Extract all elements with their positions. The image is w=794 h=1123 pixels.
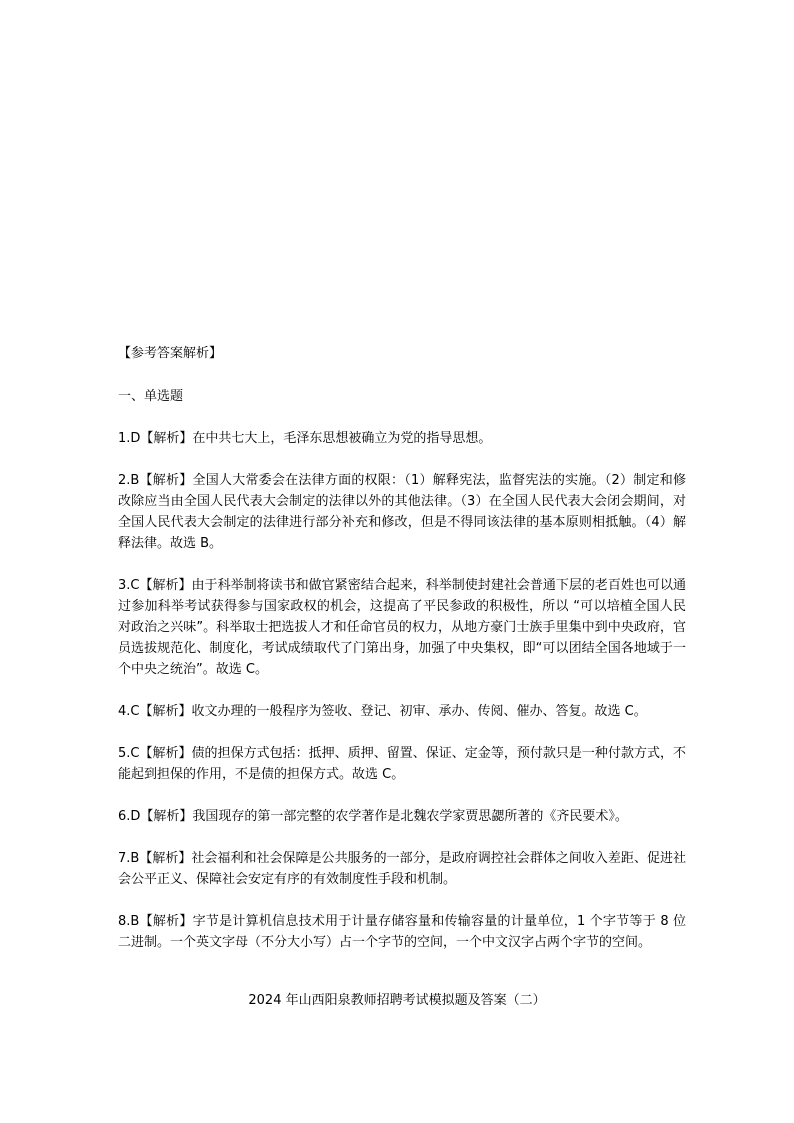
answer-item-4: 4.C【解析】收文办理的一般程序为签收、登记、初审、承办、传阅、催办、答复。故选 C。 <box>118 704 647 719</box>
answer-key-heading: 【参考答案解析】 <box>118 346 223 361</box>
answer-item-2: 2.B【解析】全国人大常委会在法律方面的权限：（1）解释宪法，监督宪法的实施。（2）制定和修改除应当由全国人民代表大会制定的法律以外的其他法律。（3）在全国人民代表大会闭会期间，对全国人民代表大会制定的法律进行部分补充和修改，但是不得同该法律的基本原则相抵触。（4）解释法律。故选 B。 <box>118 473 686 551</box>
document-body <box>118 343 686 953</box>
answer-item-1: 1.D【解析】在中共七大上，毛泽东思想被确立为党的指导思想。 <box>118 431 492 446</box>
answer-item-3: 3.C【解析】由于科举制将读书和做官紧密结合起来，科举制使封建社会普通下层的老百姓也可以通过参加科举考试获得参与国家政权的机会，这提高了平民参政的积极性，所以 “可以培植全国人民对政治之兴味”。科举取士把选拔人才和任命官员的权力，从地方豪门士族手里集中到中央政府，官员选拔规范化、制度化，考试成绩取代了门第出身，加强了中央集权，即“可以团结全国各地域于一个中央之统治”。故选 C。 <box>118 578 686 677</box>
page-footer-title: 2024 年山西阳泉教师招聘考试模拟题及答案（二） <box>248 993 546 1008</box>
spacer <box>118 364 686 386</box>
answer-list <box>118 428 686 953</box>
answer-item-6: 6.D【解析】我国现存的第一部完整的农学著作是北魏农学家贾思勰所著的《齐民要术》。 <box>118 809 628 824</box>
section-heading: 一、单选题 <box>118 389 184 404</box>
answer-item-8: 8.B【解析】字节是计算机信息技术用于计量存储容量和传输容量的计量单位，1 个字节等于 8 位二进制。一个英文字母（不分大小写）占一个字节的空间，一个中文汉字占两个字节的空间。 <box>118 914 686 950</box>
answer-item-7: 7.B【解析】社会福利和社会保障是公共服务的一部分，是政府调控社会群体之间收入差距、促进社会公平正义、保障社会安定有序的有效制度性手段和机制。 <box>118 851 686 887</box>
answer-item-5: 5.C【解析】债的担保方式包括：抵押、质押、留置、保证、定金等，预付款只是一种付款方式，不能起到担保的作用，不是债的担保方式。故选 C。 <box>118 746 686 782</box>
